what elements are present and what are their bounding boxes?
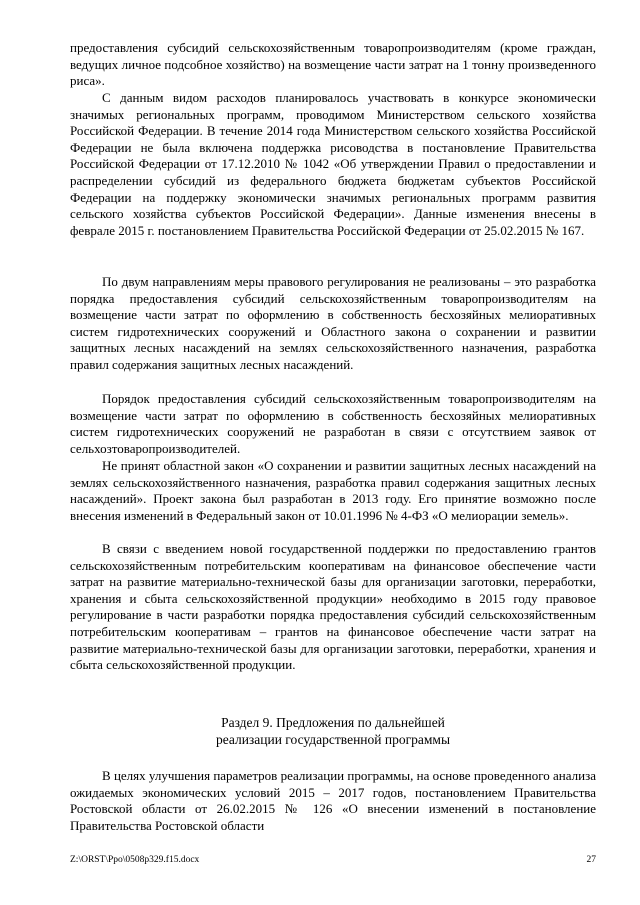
section-heading bbox=[70, 714, 596, 748]
paragraph-continuation: предоставления субсидий сельскохозяйственным товаропроизводителям (кроме граждан, ведущих личное подсобное хозяйство) на возмещение части затрат на 1 тонну произведенного риса». bbox=[70, 40, 596, 89]
paragraph-subsidy-procedure: Порядок предоставления субсидий сельскохозяйственным товаропроизводителям на возмещение части затрат по оформлению в собственность бесхозяйных мелиоративных систем гидротехнических сооружений не разработан в связи с отсутствием заявок от сельхозтоваропроизводителей. bbox=[70, 391, 596, 456]
paragraph-cooperative-grants: В связи с введением новой государственной поддержки по предоставлению грантов сельскохозяйственным потребительским кооперативам на финансовое обеспечение части затрат на развитие материально-технической базы для организации заготовки, переработки, хранения и сбыта сельскохозяйственной продукции» необходимо в 2015 году правовое регулирование в части разработки порядка предоставления субсидий сельскохозяйственным потребительским кооперативам – грантов на финансовое обеспечение части затрат на развитие материально-технической базы для организации заготовки, переработки, хранения и сбыта сельскохозяйственной продукции. bbox=[70, 541, 596, 673]
paragraph-contest-participation: С данным видом расходов планировалось участвовать в конкурсе экономически значимых региональных программ, проводимом Министерством сельского хозяйства Российской Федерации. В течение 2014 года Министерством сельского хозяйства Российской Федерации не была включена поддержка рисоводства в постановление Правительства Российской Федерации от 17.12.2010 № 1042 «Об утверждении Правил о предоставлении и распределении субсидий из федерального бюджета бюджетам субъектов Российской Федерации на поддержку экономически значимых региональных программ развития сельского хозяйства субъектов Российской Федерации». Данные изменения внесены в феврале 2015 г. постановлением Правительства Российской Федерации от 25.02.2015 № 167. bbox=[70, 90, 596, 238]
footer-file-path: Z:\ORST\Ppo\0508p329.f15.docx bbox=[70, 855, 200, 865]
page-number: 27 bbox=[586, 855, 596, 865]
paragraph-improvement-proposals: В целях улучшения параметров реализации программы, на основе проведенного анализа ожидаемых экономических условий 2015 – 2017 годов, постановлением Правительства Ростовской области от 26.02.2015 № 126 «О внесении изменений в постановление Правительства Ростовской области bbox=[70, 768, 596, 833]
paragraph-regional-law: Не принят областной закон «О сохранении и развитии защитных лесных насаждений на землях сельскохозяйственного назначения, разработка правил содержания защитных лесных насаждений». Проект закона был разработан в 2013 году. Его принятие возможно после внесения изменений в Федеральный закон от 10.01.1996 № 4-ФЗ «О мелиорации земель». bbox=[70, 458, 596, 523]
section-heading-line-1: Раздел 9. Предложения по дальнейшей bbox=[221, 715, 445, 730]
paragraph-unrealized-measures: По двум направлениям меры правового регулирования не реализованы – это разработка порядка предоставления субсидий сельскохозяйственным товаропроизводителям на возмещение части затрат по оформлению в собственность бесхозяйных мелиоративных систем гидротехнических сооружений и Областного закона о сохранении и развитии защитных лесных насаждений на землях сельскохозяйственного назначения, разработка правил содержания защитных лесных насаждений. bbox=[70, 274, 596, 372]
section-heading-line-2: реализации государственной программы bbox=[215, 732, 451, 747]
